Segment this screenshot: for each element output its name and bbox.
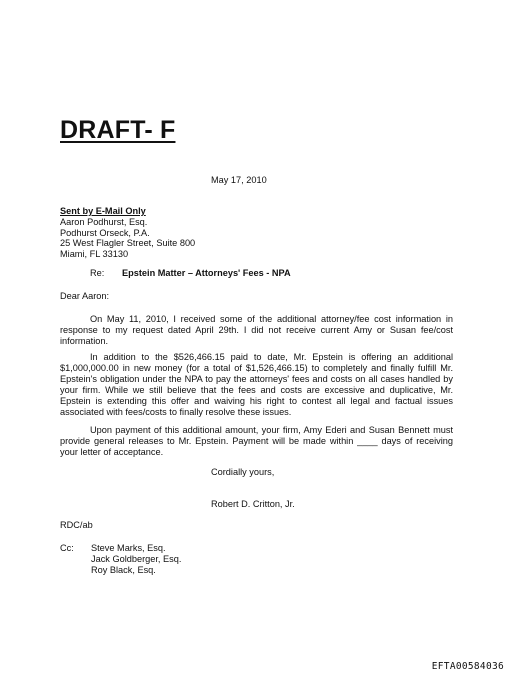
cc-recipient: Roy Black, Esq.	[91, 564, 156, 575]
subject-line	[90, 268, 291, 278]
body-paragraph: Upon payment of this additional amount, your firm, Amy Ederi and Susan Bennett must provide general releases to Mr. Epstein. Payment will be made within ____ days of receiving your letter of acceptance.	[60, 425, 453, 457]
cc-label: Cc:	[60, 543, 74, 553]
re-subject: Epstein Matter – Attorneys' Fees - NPA	[122, 268, 291, 278]
cc-list	[91, 543, 181, 575]
recipient-name: Aaron Podhurst, Esq.	[60, 216, 148, 227]
letter-date: May 17, 2010	[211, 175, 267, 185]
draft-title: DRAFT- F	[60, 116, 176, 144]
signer-name: Robert D. Critton, Jr.	[211, 499, 295, 509]
recipient-firm: Podhurst Orseck, P.A.	[60, 227, 150, 238]
body-paragraph: On May 11, 2010, I received some of the additional attorney/fee cost information in response to my request dated April 29th. I did not receive current Amy or Susan fee/cost information.	[60, 314, 453, 346]
recipient-street: 25 West Flagler Street, Suite 800	[60, 238, 196, 249]
re-label: Re:	[90, 268, 105, 278]
bates-number: EFTA00584036	[431, 661, 504, 672]
body-paragraph: In addition to the $526,466.15 paid to date, Mr. Epstein is offering an additional $1,000,000.00 in new money (for a total of $1,526,466.15) to completely and finally fulfill Mr. Epstein's obligation under the NPA to pay the attorneys' fees and costs on all cases handled by your firm. While we still believe that the fees and costs are excessive and duplicative, Mr. Epstein is extending this offer and waiving his right to contest all legal and factual issues associated with fees/costs to finally resolve these issues.	[60, 352, 453, 417]
cc-recipient: Jack Goldberger, Esq.	[91, 553, 182, 564]
recipient-address-block	[60, 206, 195, 260]
delivery-method: Sent by E-Mail Only	[60, 206, 146, 216]
closing: Cordially yours,	[211, 467, 275, 477]
cc-recipient: Steve Marks, Esq.	[91, 543, 166, 553]
typist-initials: RDC/ab	[60, 520, 93, 530]
salutation: Dear Aaron:	[60, 291, 110, 301]
recipient-city: Miami, FL 33130	[60, 249, 129, 260]
